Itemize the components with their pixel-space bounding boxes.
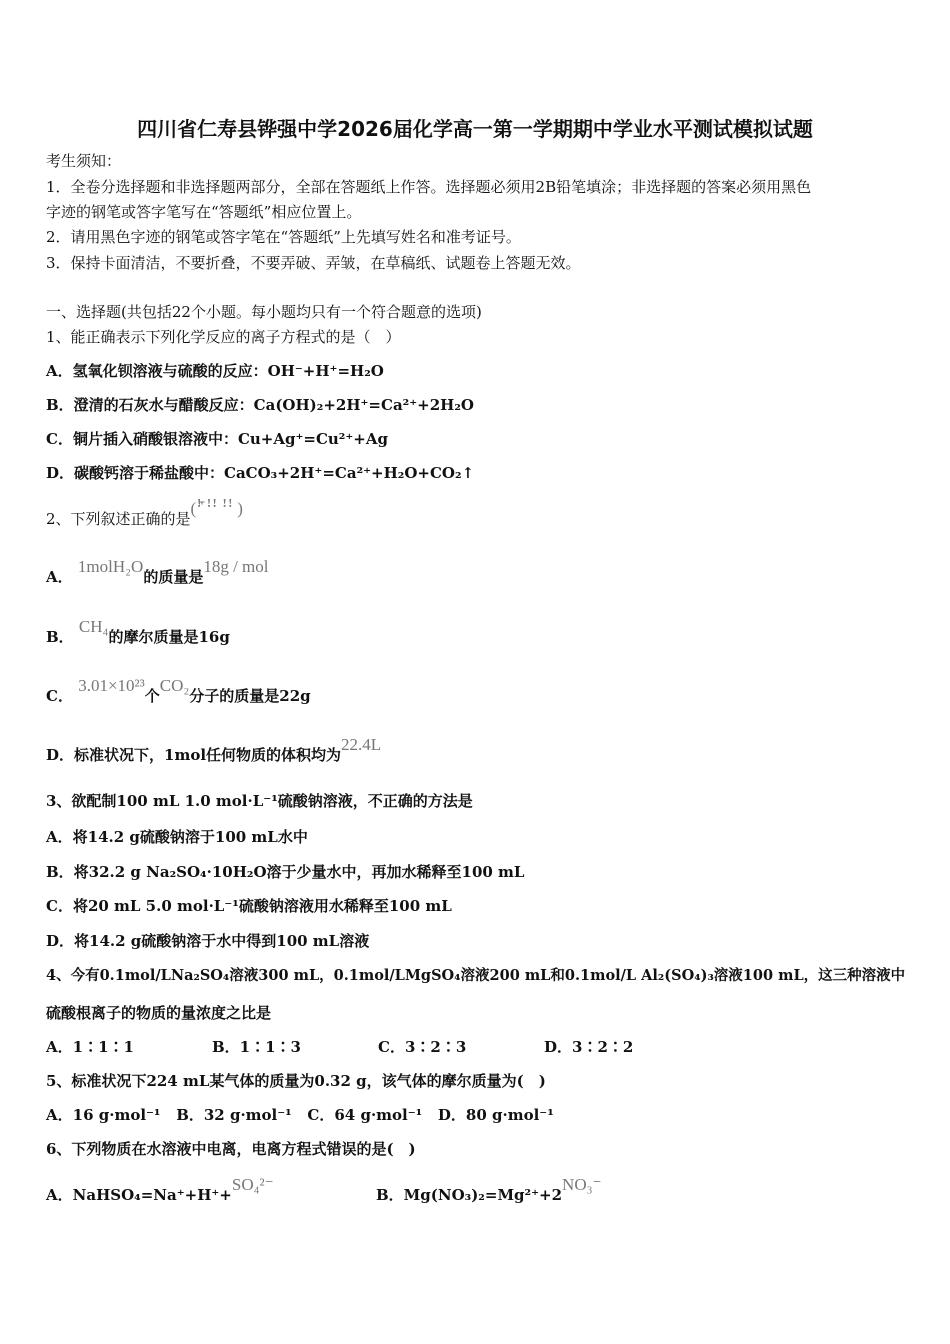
q2-option-b (46, 617, 230, 647)
q5-options (46, 1105, 554, 1125)
q6-options (46, 1175, 602, 1205)
option-text: 个 (144, 687, 160, 705)
q3-option-b: B．将32.2 g Na₂SO₄·10H₂O溶于少量水中，再加水稀释至100 mL (46, 863, 525, 881)
q4-option-c: C．3∶2∶3 (378, 1038, 467, 1056)
question-1-stem: 1、能正确表示下列化学反应的离子方程式的是（ ） (46, 328, 401, 346)
option-text: 分子的质量是22g (189, 687, 311, 705)
q2-stem-formula-image: (ꜝ꜠ ꜝꜝ ꜝꜝ ) (190, 499, 243, 518)
q5-option-b: B．32 g·mol⁻¹ (176, 1106, 292, 1124)
q6-option-a (46, 1175, 376, 1205)
page-title: 四川省仁寿县铧强中学2026届化学高一第一学期期中学业水平测试模拟试题 (137, 117, 813, 141)
q5-option-a: A．16 g·mol⁻¹ (46, 1106, 161, 1124)
option-label: D． (46, 746, 75, 764)
formula-image: 22.4L (341, 735, 382, 754)
option-text: B．Mg(NO₃)₂=Mg²⁺+2 (376, 1186, 563, 1204)
q5-option-d: D．80 g·mol⁻¹ (437, 1106, 554, 1124)
notice-item: 1．全卷分选择题和非选择题两部分，全部在答题纸上作答。选择题必须用2B铅笔填涂；非选择题的答案必须用黑色 (46, 178, 812, 196)
question-3-stem: 3、欲配制100 mL 1.0 mol·L⁻¹硫酸钠溶液，不正确的方法是 (46, 792, 473, 810)
q1-option-d: D．碳酸钙溶于稀盐酸中：CaCO₃+2H⁺=Ca²⁺+H₂O+CO₂↑ (46, 464, 475, 482)
q3-option-a: A．将14.2 g硫酸钠溶于100 mL水中 (46, 828, 308, 846)
question-6-stem: 6、下列物质在水溶液中电离，电离方程式错误的是( ) (46, 1140, 416, 1158)
question-5-stem: 5、标准状况下224 mL某气体的质量为0.32 g，该气体的摩尔质量为( ) (46, 1072, 546, 1090)
notice-item: 字迹的钢笔或答字笔写在“答题纸”相应位置上。 (46, 203, 362, 221)
question-4-stem: 4、今有0.1mol/LNa₂SO₄溶液300 mL，0.1mol/LMgSO₄溶液200 mL和0.1mol/L Al₂(SO₄)₃溶液100 mL，这三种溶液中 (46, 967, 906, 984)
question-2-stem (46, 499, 243, 529)
q2-option-a (46, 557, 269, 587)
formula-image: SO₄²⁻ (231, 1175, 274, 1194)
q2-stem-text: 2、下列叙述正确的是 (46, 510, 191, 528)
section-heading: 一、选择题(共包括22个小题。每小题均只有一个符合题意的选项) (46, 303, 482, 321)
formula-image: 1molH₂O (77, 557, 144, 576)
q2-option-d (46, 735, 382, 765)
notice-item: 3．保持卡面清洁，不要折叠，不要弄破、弄皱，在草稿纸、试题卷上答题无效。 (46, 254, 581, 272)
option-label: B． (46, 628, 74, 646)
question-4-stem-cont: 硫酸根离子的物质的量浓度之比是 (46, 1004, 272, 1022)
formula-image: NO₃⁻ (562, 1175, 602, 1194)
formula-image: 3.01×10²³ (78, 676, 145, 695)
q1-option-b: B．澄清的石灰水与醋酸反应：Ca(OH)₂+2H⁺=Ca²⁺+2H₂O (46, 396, 474, 414)
option-text: A．NaHSO₄=Na⁺+H⁺+ (46, 1186, 232, 1204)
option-label: C． (46, 687, 73, 705)
q3-option-c: C．将20 mL 5.0 mol·L⁻¹硫酸钠溶液用水稀释至100 mL (46, 897, 452, 915)
option-text: 的摩尔质量是16g (108, 628, 230, 646)
q4-options (46, 1037, 633, 1057)
option-text: 的质量是 (143, 568, 204, 586)
q5-option-c: C．64 g·mol⁻¹ (307, 1106, 423, 1124)
formula-image: 18g / mol (203, 557, 269, 576)
q4-option-a: A．1∶1∶1 (46, 1038, 134, 1056)
q3-option-d: D．将14.2 g硫酸钠溶于水中得到100 mL溶液 (46, 932, 370, 950)
q4-option-b: B．1∶1∶3 (212, 1038, 301, 1056)
formula-image: CH₄ (78, 617, 109, 636)
formula-image: CO₂ (159, 676, 190, 695)
option-label: A． (46, 568, 73, 586)
q1-option-a: A．氢氧化钡溶液与硫酸的反应：OH⁻+H⁺=H₂O (46, 362, 384, 380)
q1-option-c: C．铜片插入硝酸银溶液中：Cu+Ag⁺=Cu²⁺+Ag (46, 430, 388, 448)
q2-option-c (46, 676, 311, 706)
q6-option-b (376, 1175, 602, 1205)
notice-heading: 考生须知： (46, 152, 122, 170)
q4-option-d: D．3∶2∶2 (544, 1038, 634, 1056)
option-text: 标准状况下，1mol任何物质的体积均为 (74, 746, 342, 764)
notice-item: 2．请用黑色字迹的钢笔或答字笔在“答题纸”上先填写姓名和准考证号。 (46, 228, 521, 246)
